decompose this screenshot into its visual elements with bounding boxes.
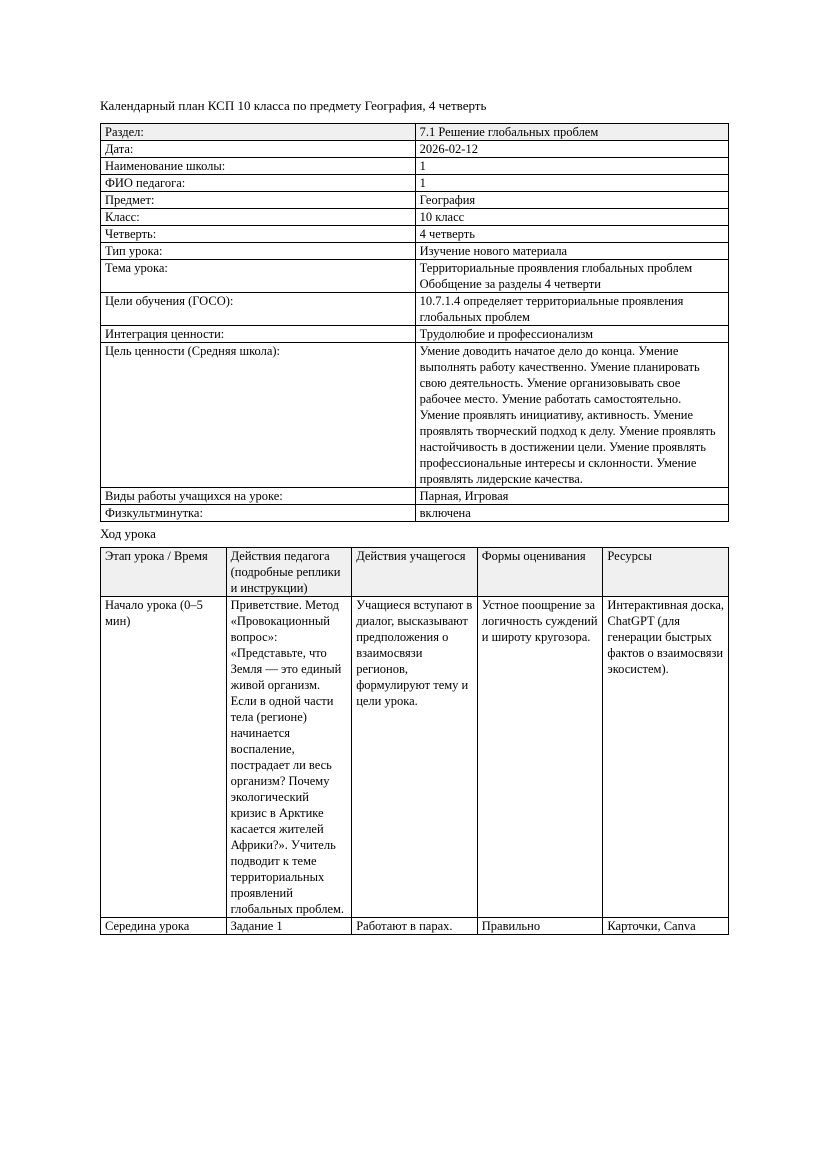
info-row-label: Физкультминутка: xyxy=(101,505,416,522)
info-row-value: Территориальные проявления глобальных проблем Обобщение за разделы 4 четверти xyxy=(415,260,728,293)
info-table-row xyxy=(101,488,729,505)
info-table-row xyxy=(101,243,729,260)
lesson-table-row xyxy=(101,597,729,918)
info-row-value: включена xyxy=(415,505,728,522)
lesson-cell-stage: Начало урока (0–5 мин) xyxy=(101,597,227,918)
lesson-cell-student-actions: Учащиеся вступают в диалог, высказывают предположения о взаимосвязи регионов, формулируют тему и цели урока. xyxy=(352,597,478,918)
info-table-row xyxy=(101,141,729,158)
info-row-value: 2026-02-12 xyxy=(415,141,728,158)
lesson-cell-resources: Карточки, Canva xyxy=(603,918,729,935)
lesson-table-row xyxy=(101,918,729,935)
lesson-table-header-cell: Этап урока / Время xyxy=(101,548,227,597)
lesson-cell-teacher-actions: Приветствие. Метод «Провокационный вопрос»: «Представьте, что Земля — это единый живой организм. Если в одной части тела (регионе) начинается воспаление, пострадает ли весь организм? Почему экологический кризис в Арктике касается жителей Африки?». Учитель подводит к теме территориальных проявлений глобальных проблем. xyxy=(226,597,352,918)
info-row-label: Тема урока: xyxy=(101,260,416,293)
info-row-value: Парная, Игровая xyxy=(415,488,728,505)
info-table-row xyxy=(101,124,729,141)
info-row-value: 1 xyxy=(415,175,728,192)
lesson-table-header-cell: Формы оценивания xyxy=(477,548,603,597)
info-table-row xyxy=(101,158,729,175)
lesson-cell-assessment: Правильно xyxy=(477,918,603,935)
info-row-label: Наименование школы: xyxy=(101,158,416,175)
lesson-cell-stage: Середина урока xyxy=(101,918,227,935)
info-table-row xyxy=(101,293,729,326)
info-table-body xyxy=(101,124,729,522)
section-label: Ход урока xyxy=(100,526,156,541)
info-row-value: 1 xyxy=(415,158,728,175)
info-row-label: Четверть: xyxy=(101,226,416,243)
lesson-cell-assessment: Устное поощрение за логичность суждений и широту кругозора. xyxy=(477,597,603,918)
lesson-table-header-row xyxy=(101,548,729,597)
info-row-value: География xyxy=(415,192,728,209)
info-row-label: Цели обучения (ГОСО): xyxy=(101,293,416,326)
info-table-row xyxy=(101,192,729,209)
info-row-label: Предмет: xyxy=(101,192,416,209)
lesson-info-table xyxy=(100,123,729,522)
info-row-label: Раздел: xyxy=(101,124,416,141)
info-row-label: Тип урока: xyxy=(101,243,416,260)
document-title: Календарный план КСП 10 класса по предмету География, 4 четверть xyxy=(100,98,487,113)
info-table-row xyxy=(101,209,729,226)
info-row-value: Умение доводить начатое дело до конца. Умение выполнять работу качественно. Умение планировать свою деятельность. Умение организовывать свое рабочее место. Умение работать самостоятельно. Умение проявлять инициативу, активность. Умение проявлять творческий подход к делу. Умение проявлять настойчивость в достижении цели. Умение проявлять профессиональные интересы и склонности. Умение проявлять лидерские качества. xyxy=(415,343,728,488)
info-table-row xyxy=(101,260,729,293)
lesson-cell-student-actions: Работают в парах. xyxy=(352,918,478,935)
info-row-value: Изучение нового материала xyxy=(415,243,728,260)
info-row-value: 7.1 Решение глобальных проблем xyxy=(415,124,728,141)
document-content xyxy=(100,98,729,935)
info-table-row xyxy=(101,343,729,488)
info-table-row xyxy=(101,326,729,343)
lesson-table-body xyxy=(101,597,729,935)
lesson-table-header-cell: Ресурсы xyxy=(603,548,729,597)
info-table-row xyxy=(101,226,729,243)
info-row-value: 10.7.1.4 определяет территориальные проявления глобальных проблем xyxy=(415,293,728,326)
info-row-label: Виды работы учащихся на уроке: xyxy=(101,488,416,505)
lesson-cell-teacher-actions: Задание 1 xyxy=(226,918,352,935)
lesson-table-header-cell: Действия педагога (подробные реплики и инструкции) xyxy=(226,548,352,597)
lesson-table-header-cell: Действия учащегося xyxy=(352,548,478,597)
info-row-label: Цель ценности (Средняя школа): xyxy=(101,343,416,488)
info-table-row xyxy=(101,505,729,522)
lesson-cell-resources: Интерактивная доска, ChatGPT (для генерации быстрых фактов о взаимосвязи экосистем). xyxy=(603,597,729,918)
lesson-flow-table xyxy=(100,547,729,935)
info-row-label: Класс: xyxy=(101,209,416,226)
info-row-label: ФИО педагога: xyxy=(101,175,416,192)
info-row-value: 10 класс xyxy=(415,209,728,226)
info-table-row xyxy=(101,175,729,192)
info-row-label: Дата: xyxy=(101,141,416,158)
info-row-value: Трудолюбие и профессионализм xyxy=(415,326,728,343)
info-row-label: Интеграция ценности: xyxy=(101,326,416,343)
info-row-value: 4 четверть xyxy=(415,226,728,243)
